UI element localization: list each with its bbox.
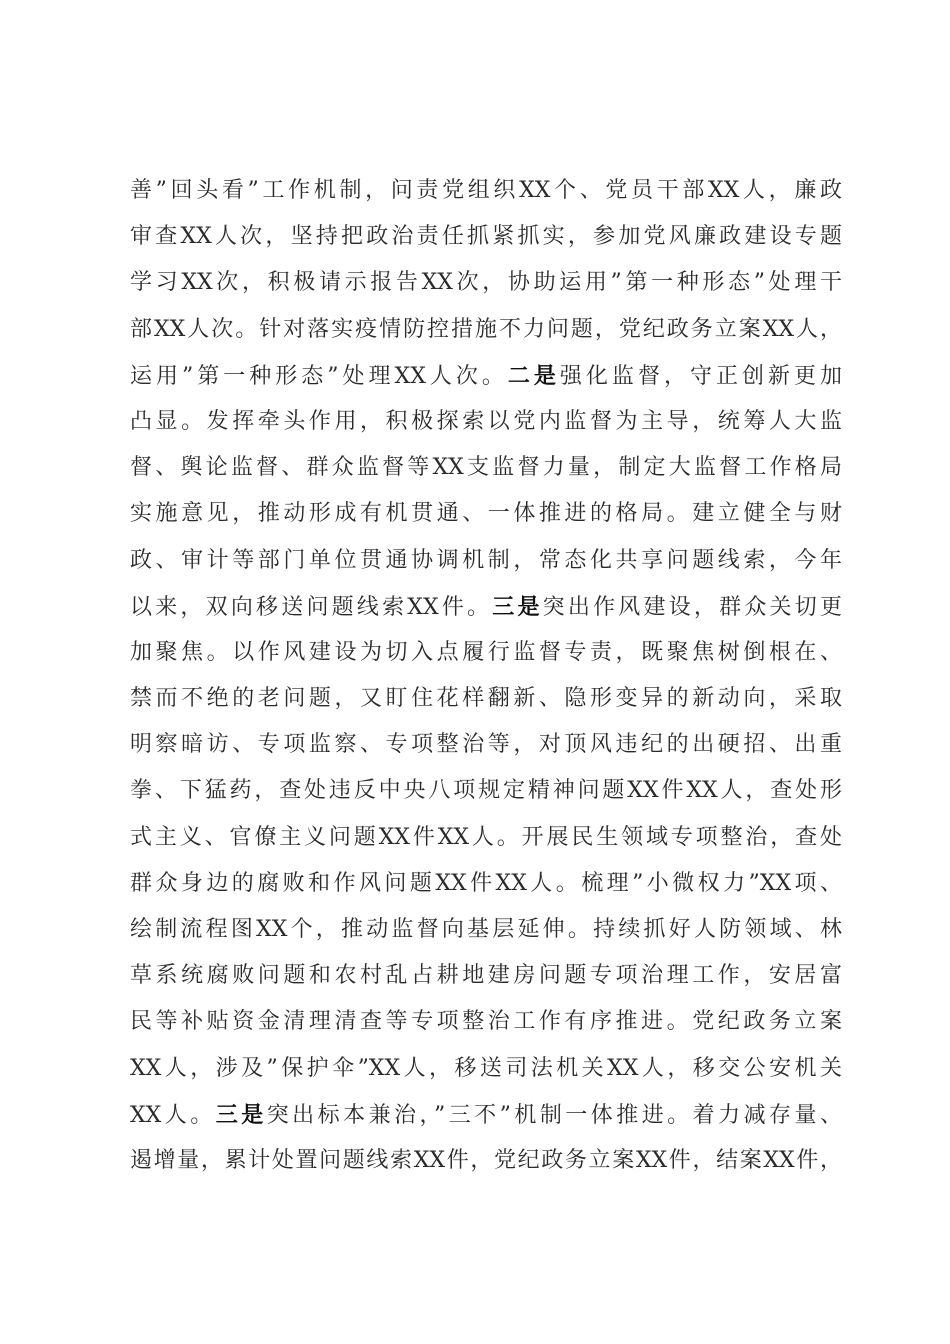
text-segment: 加聚焦。以作风建设为切入点履行监督专责，既聚焦树倒根在、 bbox=[130, 639, 842, 665]
text-line bbox=[130, 584, 842, 630]
text-line bbox=[130, 491, 842, 537]
bold-lead-phrase: 三是 bbox=[492, 593, 543, 620]
text-line bbox=[130, 861, 842, 907]
text-segment: 以来，双向移送问题线索XX件。 bbox=[130, 594, 493, 620]
text-segment: 遏增量，累计处置问题线索XX件，党纪政务立案XX件，结案XX件， bbox=[130, 1147, 842, 1173]
text-segment: 民等补贴资金清理清查等专项整治工作有序推进。党纪政务立案 bbox=[130, 1009, 842, 1035]
text-segment: 学习XX次，积极请示报告XX次，协助运用”第一种形态”处理干 bbox=[130, 270, 842, 296]
body-paragraph bbox=[130, 168, 842, 1184]
text-line bbox=[130, 999, 842, 1045]
text-line bbox=[130, 214, 842, 260]
text-segment: 突出作风建设，群众关切更 bbox=[542, 594, 842, 620]
text-line bbox=[130, 722, 842, 768]
text-segment: 善”回头看”工作机制，问责党组织XX个、党员干部XX人，廉政 bbox=[130, 178, 842, 203]
text-segment: 强化监督，守正创新更加 bbox=[559, 363, 842, 389]
text-segment: 审查XX人次，坚持把政治责任抓紧抓实，参加党风廉政建设专题 bbox=[130, 224, 842, 250]
text-segment: 明察暗访、专项监察、专项整治等，对顶风违纪的出硬招、出重 bbox=[130, 732, 842, 758]
text-segment: 实施意见，推动形成有机贯通、一体推进的格局。建立健全与财 bbox=[130, 501, 842, 527]
text-segment: XX人。 bbox=[130, 1102, 216, 1128]
text-line bbox=[130, 260, 842, 306]
text-segment: 运用”第一种形态”处理XX人次。 bbox=[130, 363, 508, 389]
text-segment: 草系统腐败问题和农村乱占耕地建房问题专项治理工作，安居富 bbox=[130, 963, 842, 989]
text-line bbox=[130, 1046, 842, 1092]
text-segment: XX人，涉及”保护伞”XX人，移送司法机关XX人，移交公安机关 bbox=[130, 1055, 842, 1081]
text-segment: 式主义、官僚主义问题XX件XX人。开展民生领域专项整治，查处 bbox=[130, 824, 842, 850]
text-line bbox=[130, 399, 842, 445]
text-line bbox=[130, 1138, 842, 1184]
text-line bbox=[130, 676, 842, 722]
text-line bbox=[130, 538, 842, 584]
text-line bbox=[130, 445, 842, 491]
bold-lead-phrase: 三是 bbox=[215, 1101, 267, 1128]
text-segment: 部XX人次。针对落实疫情防控措施不力问题，党纪政务立案XX人， bbox=[130, 316, 842, 342]
text-segment: 督、舆论监督、群众监督等XX支监督力量，制定大监督工作格局 bbox=[130, 455, 842, 481]
text-segment: 凸显。发挥牵头作用，积极探索以党内监督为主导，统筹人大监 bbox=[130, 408, 842, 434]
text-line bbox=[130, 953, 842, 999]
text-segment: 禁而不绝的老问题，又盯住花样翻新、隐形变异的新动向，采取 bbox=[130, 686, 842, 712]
text-line bbox=[130, 907, 842, 953]
text-line bbox=[130, 353, 842, 399]
text-line bbox=[130, 168, 842, 214]
bold-lead-phrase: 二是 bbox=[507, 362, 560, 389]
text-segment: 政、审计等部门单位贯通协调机制，常态化共享问题线索，今年 bbox=[130, 547, 842, 573]
text-line bbox=[130, 307, 842, 353]
text-line bbox=[130, 1092, 842, 1138]
text-segment: 绘制流程图XX个，推动监督向基层延伸。持续抓好人防领域、林 bbox=[130, 917, 842, 942]
text-line bbox=[130, 630, 842, 676]
text-segment: 拳、下猛药，查处违反中央八项规定精神问题XX件XX人，查处形 bbox=[130, 778, 842, 804]
text-line bbox=[130, 815, 842, 861]
text-segment: 突出标本兼治，”三不”机制一体推进。着力减存量、 bbox=[266, 1102, 842, 1128]
text-line bbox=[130, 768, 842, 814]
text-segment: 群众身边的腐败和作风问题XX件XX人。梳理”小微权力”XX项、 bbox=[130, 870, 842, 896]
